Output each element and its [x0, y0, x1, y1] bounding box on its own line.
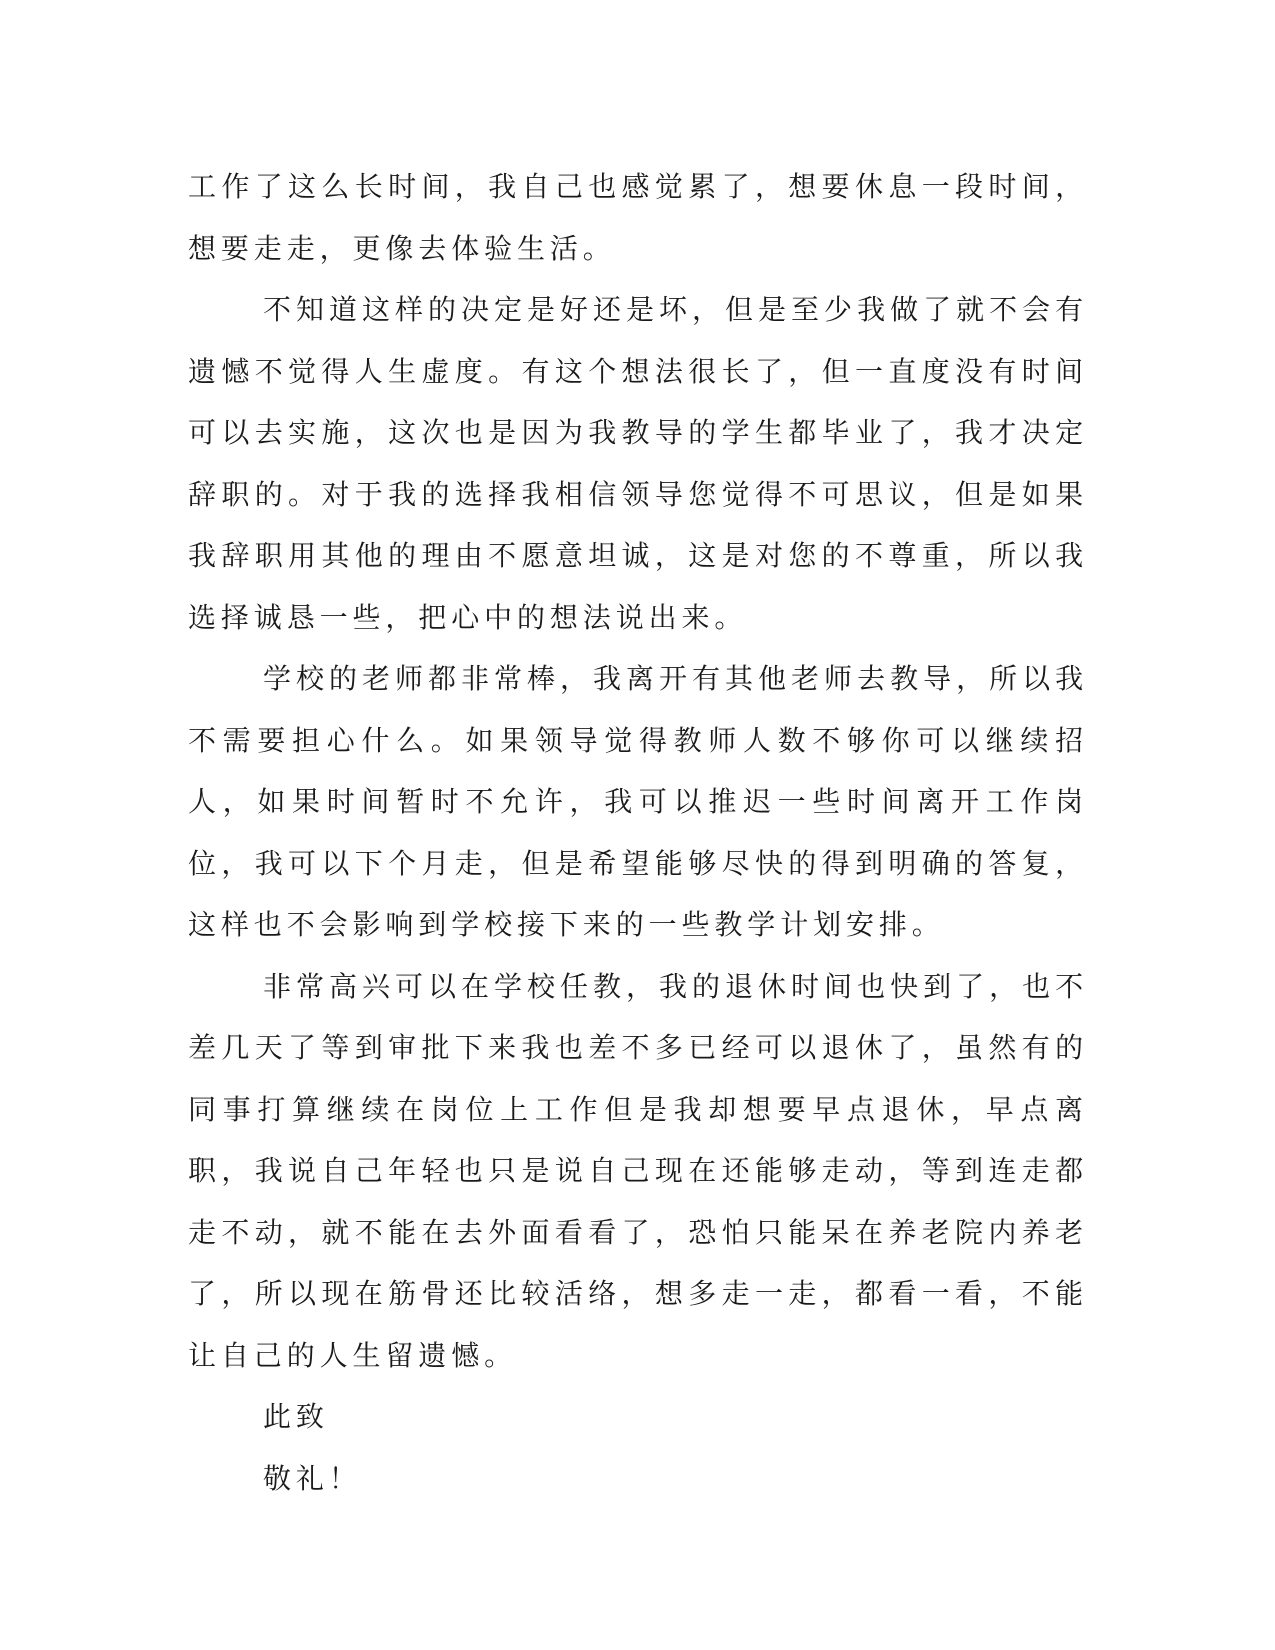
paragraph-decision: 不知道这样的决定是好还是坏，但是至少我做了就不会有遗憾不觉得人生虚度。有这个想法很长了，但一直度没有时间可以去实施，这次也是因为我教导的学生都毕业了，我才决定辞职的。对于我的选择我相信领导您觉得不可思议，但是如果我辞职用其他的理由不愿意坦诚，这是对您的不尊重，所以我选择诚恳一些，把心中的想法说出来。 — [188, 293, 1088, 634]
paragraph-retirement: 非常高兴可以在学校任教，我的退休时间也快到了，也不差几天了等到审批下来我也差不多已经可以退休了，虽然有的同事打算继续在岗位上工作但是我却想要早点退休，早点离职，我说自己年轻也只是说自己现在还能够走动，等到连走都走不动，就不能在去外面看看了，恐怕只能呆在养老院内养老了，所以现在筋骨还比较活络，想多走一走，都看一看，不能让自己的人生留遗憾。 — [188, 969, 1088, 1372]
closing-salutation: 此致 — [263, 1400, 329, 1433]
closing-regards: 敬礼！ — [263, 1461, 362, 1495]
paragraph-continuation: 工作了这么长时间，我自己也感觉累了，想要休息一段时间，想要走走，更像去体验生活。 — [188, 170, 1088, 265]
paragraph-school-teachers: 学校的老师都非常棒，我离开有其他老师去教导，所以我不需要担心什么。如果领导觉得教师人数不够你可以继续招人，如果时间暂时不允许，我可以推迟一些时间离开工作岗位，我可以下个月走，但是希望能够尽快的得到明确的答复，这样也不会影响到学校接下来的一些教学计划安排。 — [188, 662, 1088, 941]
letter-body — [188, 156, 1088, 1509]
